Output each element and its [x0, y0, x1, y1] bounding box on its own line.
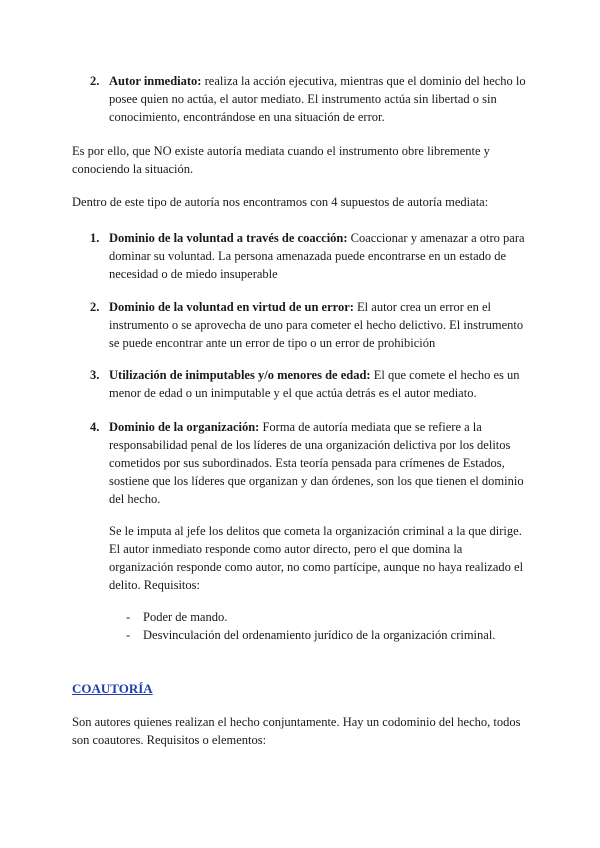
list-item-title: Autor inmediato:	[109, 74, 202, 88]
requisito-text: Desvinculación del ordenamiento jurídico de la organización criminal.	[143, 628, 496, 642]
requisito-item	[126, 608, 546, 626]
list-item-supuesto-2	[90, 298, 530, 352]
list-item-text: Coaccionar y amenazar a otro para dominar su voluntad. La persona amenazada puede encontrarse en un estado de necesidad o de miedo insuperable	[109, 231, 525, 281]
list-number: 2.	[90, 300, 100, 314]
paragraph-supuestos-intro: Dentro de este tipo de autoría nos encontramos con 4 supuestos de autoría mediata:	[72, 195, 489, 209]
bullet-dash: -	[126, 610, 131, 624]
list-item-text: El que comete el hecho es un menor de edad o un inimputable y el que actúa detrás es el autor mediato.	[109, 368, 520, 400]
list-number: 2.	[90, 74, 100, 88]
list-item-title: Utilización de inimputables y/o menores de edad:	[109, 368, 371, 382]
list-item-title: Dominio de la organización:	[109, 420, 260, 434]
requisito-item	[126, 626, 546, 644]
requisito-text: Poder de mando.	[143, 610, 228, 624]
list-item-supuesto-3	[90, 366, 530, 402]
paragraph-imputacion-jefe: Se le imputa al jefe los delitos que cometa la organización criminal a la que dirige. El autor inmediato responde como autor directo, pero el que domina la organización responde como autor, no como partícipe, aunque no haya realizado el delito. Requisitos:	[109, 524, 524, 592]
list-item-text: El autor crea un error en el instrumento o se aprovecha de uno para cometer el hecho delictivo. El instrumento se puede encontrar ante un error de tipo o un error de prohibición	[109, 300, 524, 350]
paragraph-coautoria: Son autores quienes realizan el hecho conjuntamente. Hay un codominio del hecho, todos son coautores. Requisitos o elementos:	[72, 715, 521, 747]
list-number: 4.	[90, 420, 100, 434]
list-item-text: Forma de autoría mediata que se refiere a la responsabilidad penal de los líderes de una organización delictiva por los delitos cometidos por sus subordinados. Esta teoría pensada para crímenes de Estados, sostiene que los líderes que organizan y dan órdenes, son los que tienen el dominio del hecho.	[109, 420, 524, 506]
list-item-supuesto-1	[90, 229, 530, 283]
bullet-dash: -	[126, 628, 131, 642]
list-item-text: realiza la acción ejecutiva, mientras que el dominio del hecho lo posee quien no actúa, el autor mediato. El instrumento actúa sin libertad o sin conocimiento, encontrándose en una situación de error.	[109, 74, 526, 124]
list-number: 3.	[90, 368, 100, 382]
list-item-title: Dominio de la voluntad a través de coacción:	[109, 231, 348, 245]
section-heading-coautoria: COAUTORÍA	[72, 681, 153, 696]
list-item-autor-inmediato	[90, 72, 530, 126]
list-item-title: Dominio de la voluntad en virtud de un error:	[109, 300, 354, 314]
paragraph-no-autoria-mediata: Es por ello, que NO existe autoría mediata cuando el instrumento obre libremente y conociendo la situación.	[72, 144, 490, 176]
list-number: 1.	[90, 231, 100, 245]
list-item-supuesto-4	[90, 418, 530, 508]
